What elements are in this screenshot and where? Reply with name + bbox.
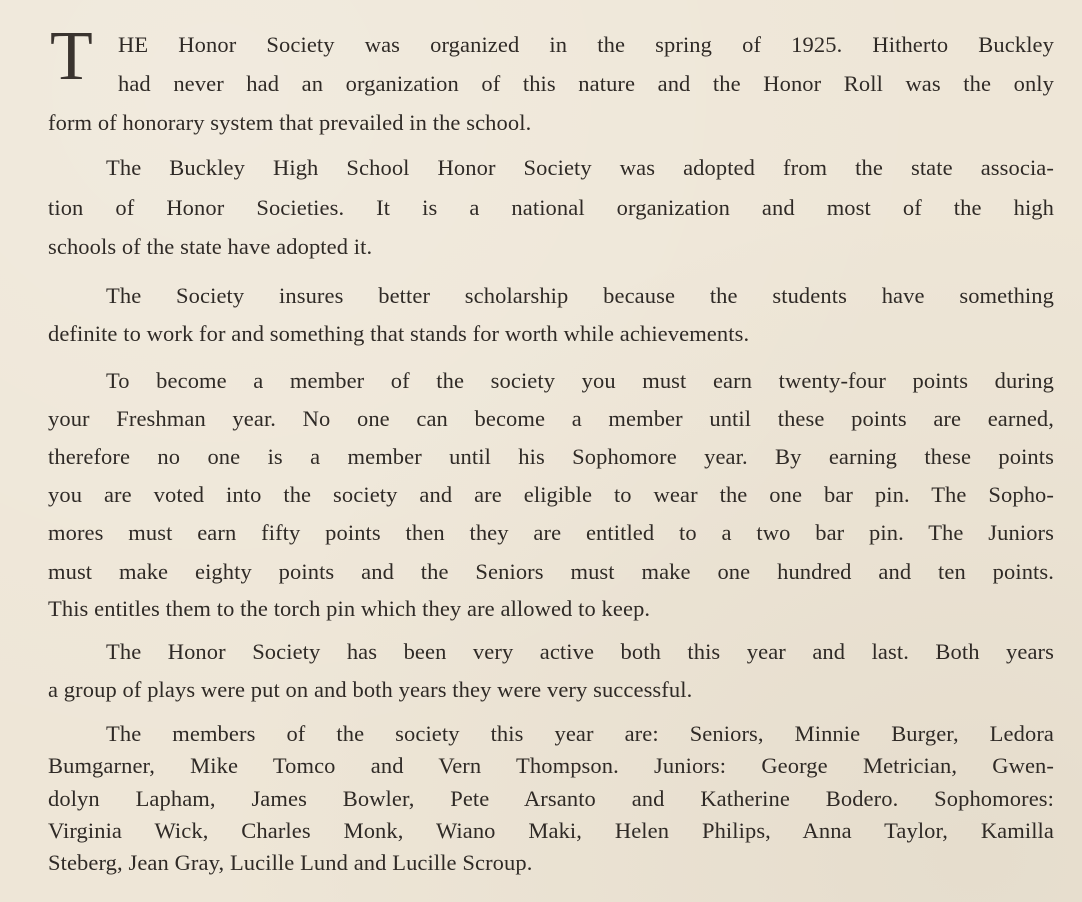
text-line: definite to work for and something that stands for worth while achievements.: [48, 321, 750, 346]
text-line: your Freshman year. No one can become a member until these points are earned,: [48, 406, 1054, 431]
text-line: mores must earn fifty points then they are entitled to a two bar pin. The Juniors: [48, 520, 1054, 545]
text-line: dolyn Lapham, James Bowler, Pete Arsanto and Katherine Bodero. Sophomores:: [48, 786, 1054, 811]
text-line: The members of the society this year are: Seniors, Minnie Burger, Ledora: [106, 721, 1054, 746]
text-line: you are voted into the society and are eligible to wear the one bar pin. The Sopho-: [48, 482, 1054, 507]
text-line: schools of the state have adopted it.: [48, 234, 373, 259]
text-line: This entitles them to the torch pin which they are allowed to keep.: [48, 596, 651, 621]
drop-cap: T: [50, 18, 93, 95]
text-line: Virginia Wick, Charles Monk, Wiano Maki, Helen Philips, Anna Taylor, Kamilla: [48, 818, 1054, 843]
text-line: The Honor Society has been very active both this year and last. Both years: [106, 639, 1054, 664]
text-line: therefore no one is a member until his Sophomore year. By earning these points: [48, 444, 1054, 469]
text-line: The Buckley High School Honor Society was adopted from the state associa-: [106, 155, 1054, 180]
text-line: tion of Honor Societies. It is a national organization and most of the high: [48, 195, 1054, 220]
text-line: Steberg, Jean Gray, Lucille Lund and Lucille Scroup.: [48, 850, 533, 875]
text-line: must make eighty points and the Seniors must make one hundred and ten points.: [48, 559, 1054, 584]
text-line: form of honorary system that prevailed in the school.: [48, 110, 532, 135]
text-line: a group of plays were put on and both years they were very successful.: [48, 677, 693, 702]
text-line: HE Honor Society was organized in the spring of 1925. Hitherto Buckley: [118, 32, 1054, 57]
text-line: The Society insures better scholarship because the students have something: [106, 283, 1054, 308]
text-line: had never had an organization of this nature and the Honor Roll was the only: [118, 71, 1054, 96]
text-line: To become a member of the society you must earn twenty-four points during: [106, 368, 1054, 393]
text-line: Bumgarner, Mike Tomco and Vern Thompson. Juniors: George Metrician, Gwen-: [48, 753, 1054, 778]
